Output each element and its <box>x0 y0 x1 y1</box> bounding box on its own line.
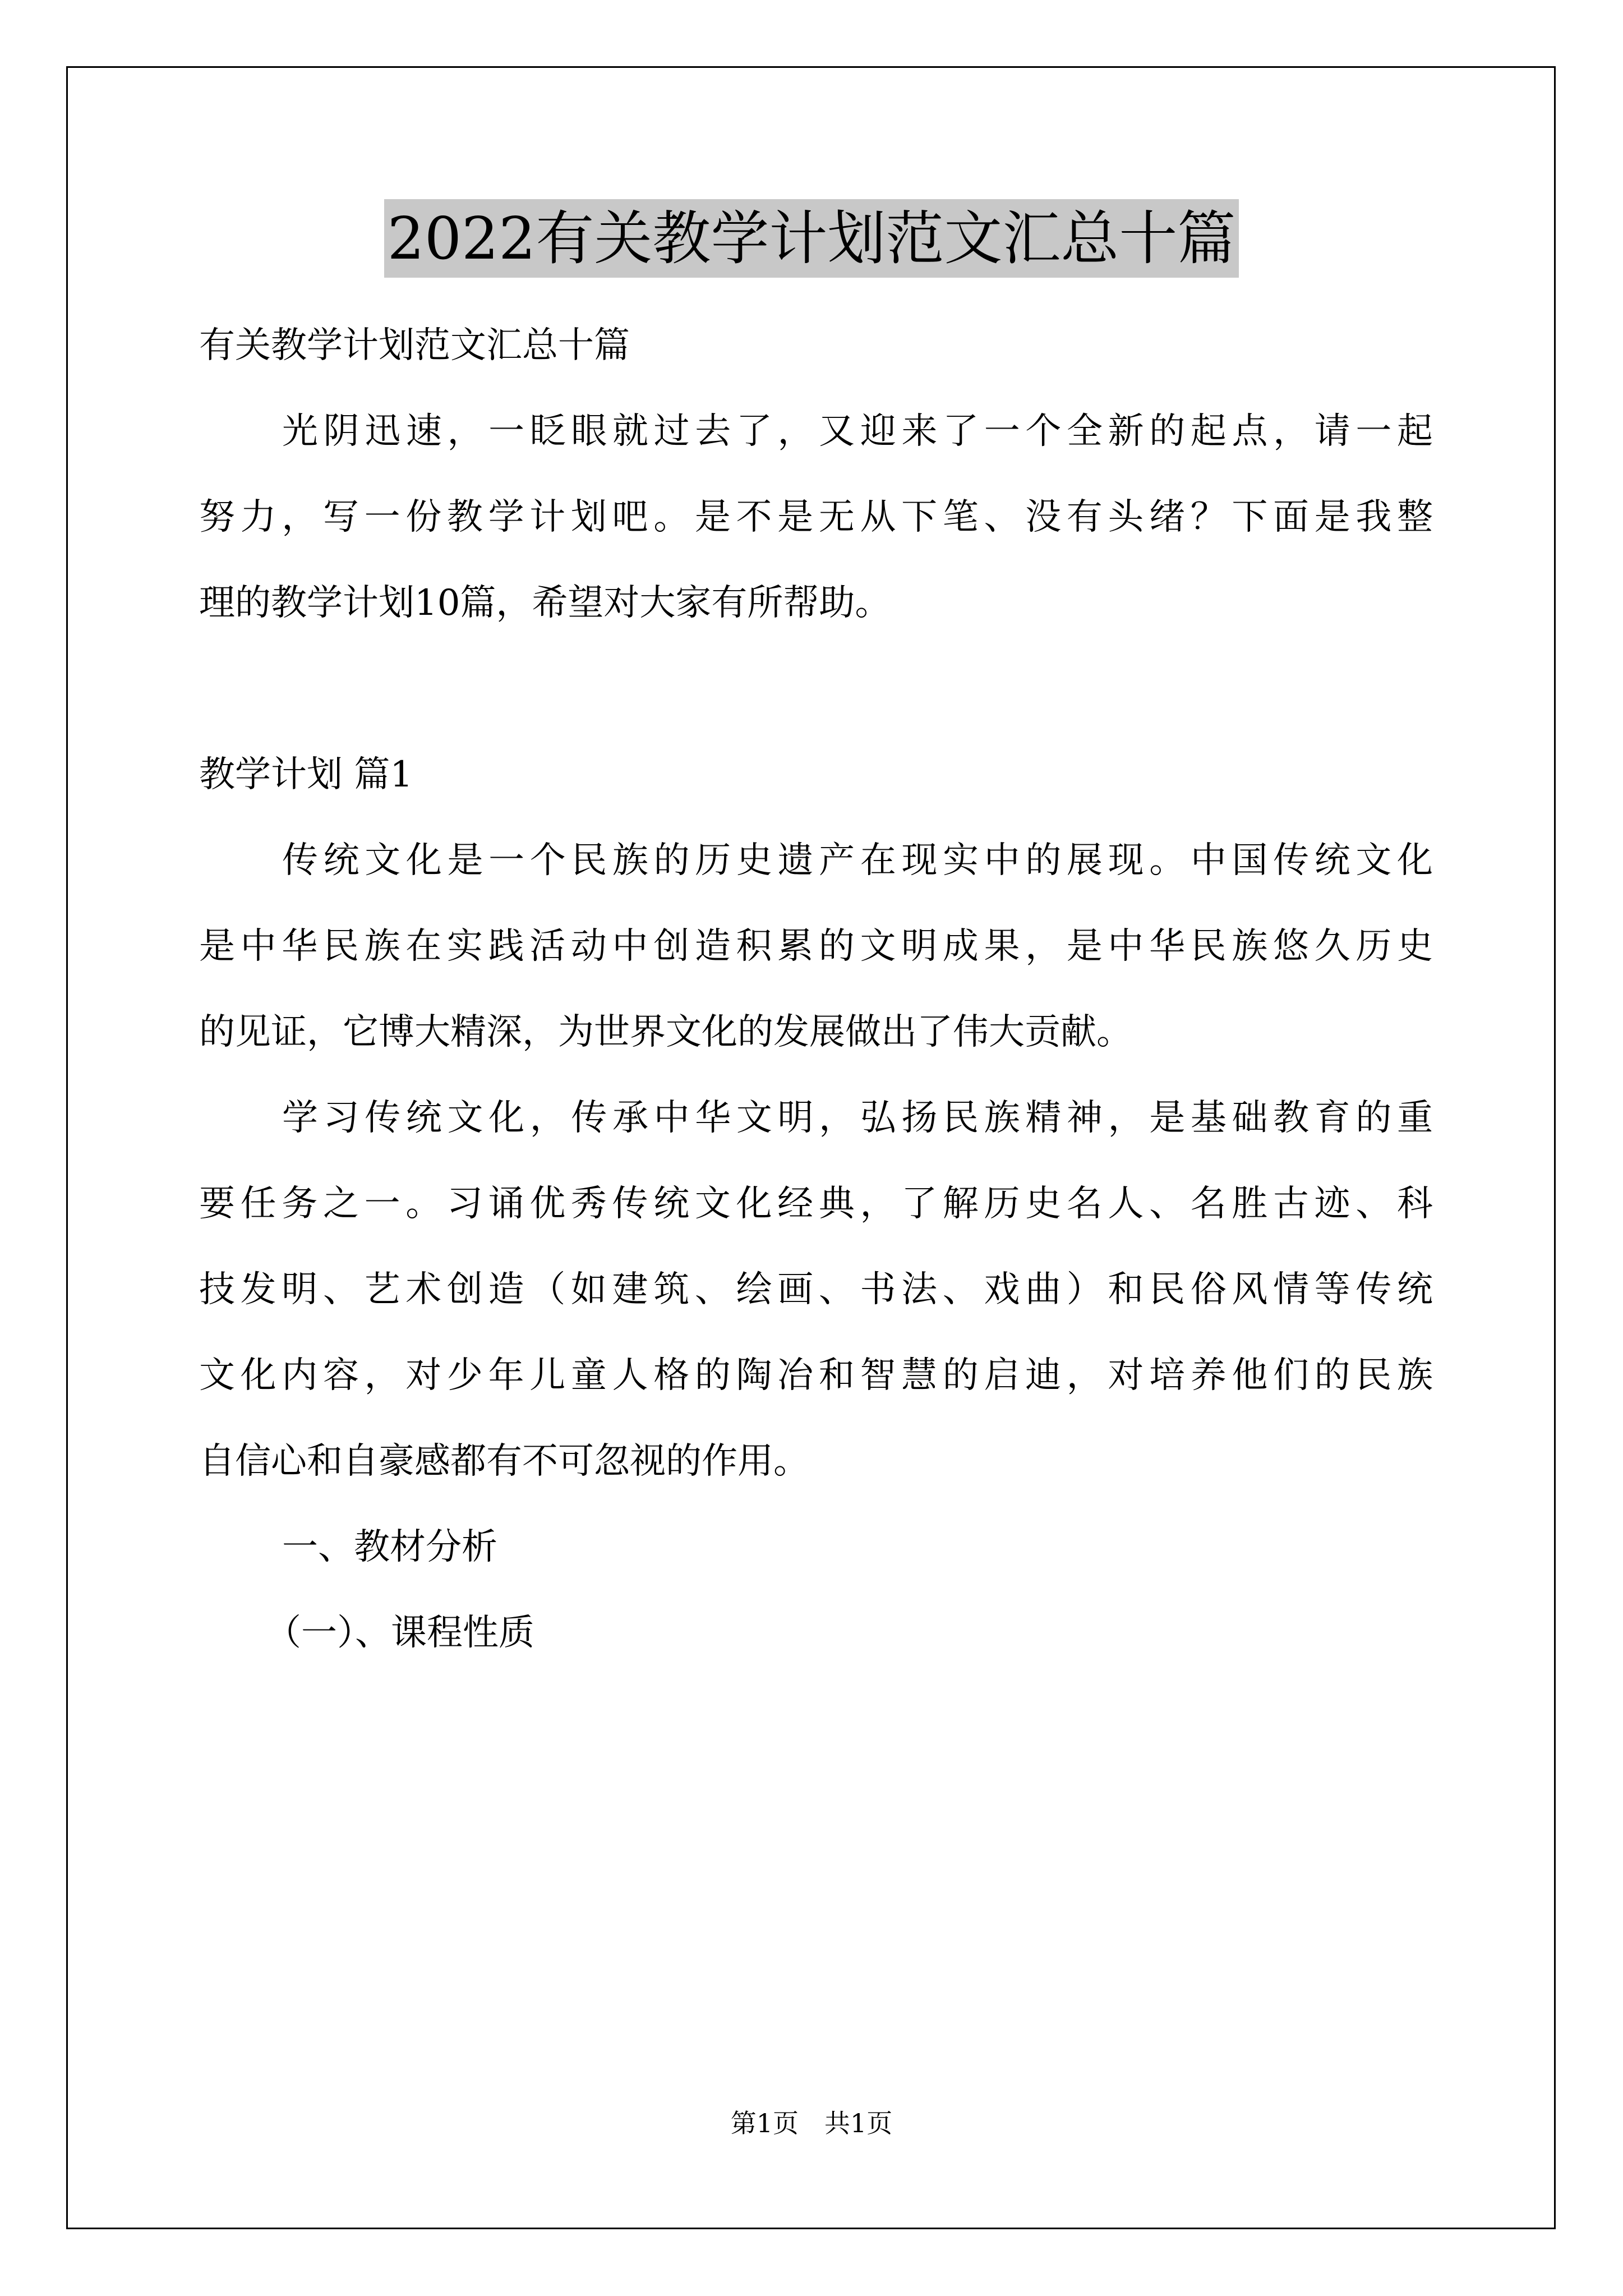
intro-line: 光阴迅速，一眨眼就过去了，又迎来了一个全新的起点，请一起 <box>282 411 1433 452</box>
subheading: 一、教材分析 <box>282 1526 497 1568</box>
paragraph-line: 文化内容，对少年儿童人格的陶冶和智慧的启迪，对培养他们的民族 <box>199 1355 1433 1396</box>
document-body <box>199 303 1433 1676</box>
document-title: 2022有关教学计划范文汇总十篇 <box>384 199 1239 278</box>
blank-line <box>199 646 1433 732</box>
paragraph-line: 的见证，它博大精深，为世界文化的发展做出了伟大贡献。 <box>199 1011 1132 1053</box>
subheading: （一）、课程性质 <box>265 1612 534 1654</box>
paragraph-line: 技发明、艺术创造（如建筑、绘画、书法、戏曲）和民俗风情等传统 <box>199 1269 1433 1310</box>
intro-line: 努力，写一份教学计划吧。是不是无从下笔、没有头绪？下面是我整 <box>199 496 1433 538</box>
paragraph-line: 是中华民族在实践活动中创造积累的文明成果，是中华民族悠久历史 <box>199 926 1433 967</box>
paragraph-line: 学习传统文化，传承中华文明，弘扬民族精神，是基础教育的重 <box>282 1097 1433 1139</box>
section-heading: 教学计划 篇1 <box>199 754 413 795</box>
paragraph-line: 自信心和自豪感都有不可忽视的作用。 <box>199 1441 809 1482</box>
paragraph-line: 要任务之一。习诵优秀传统文化经典，了解历史名人、名胜古迹、科 <box>199 1183 1433 1225</box>
paragraph-line: 传统文化是一个民族的历史遗产在现实中的展现。中国传统文化 <box>282 840 1433 881</box>
title-container <box>0 199 1623 278</box>
document-subtitle: 有关教学计划范文汇总十篇 <box>199 325 630 366</box>
intro-line: 理的教学计划10篇，希望对大家有所帮助。 <box>199 582 891 624</box>
page-footer: 第1页 共1页 <box>730 2108 893 2138</box>
